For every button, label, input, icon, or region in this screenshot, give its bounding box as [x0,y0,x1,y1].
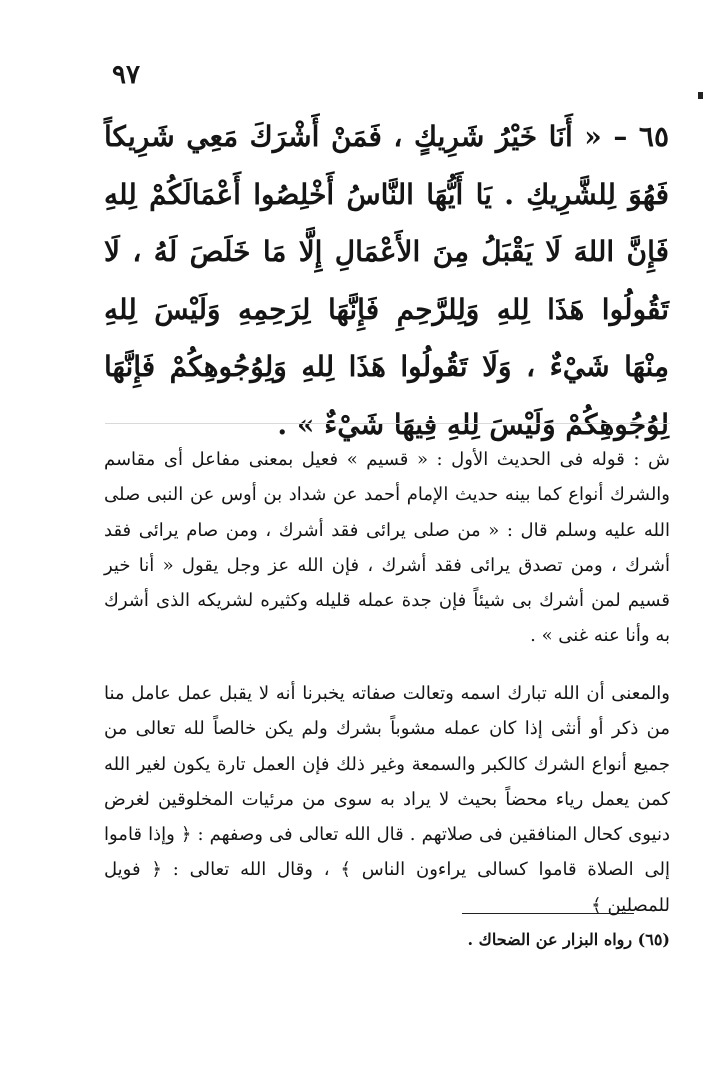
section-divider [105,423,670,424]
page-number: ٩٧ [112,60,140,90]
meaning-paragraph: والمعنى أن الله تبارك اسمه وتعالت صفاته يخبرنا أنه لا يقبل عمل عامل منا من ذكر أو أنثى إذا كان عمله مشوباً بشرك ولم يكن خالصاً لله تعالى من جميع أنواع الشرك كالكبر والسمعة وغير ذلك فإن العمل تارة يكون لغير الله كمن يعمل رياء محضاً بحيث لا يراد به سوى من مرئيات المخلوقين لغرض دنيوى كحال المنافقين فى صلاتهم . قال الله تعالى فى وصفهم : ﴿ وإذا قاموا إلى الصلاة قاموا كسالى يراءون الناس ﴾ ، وقال الله تعالى : ﴿ فويل للمصلين ﴾ [104,683,670,916]
scan-edge-mark [698,92,703,99]
footnote: (٦٥) رواه البزار عن الضحاك . [467,930,670,949]
hadith-text: ٦٥ – « أَنَا خَيْرُ شَرِيكٍ ، فَمَنْ أَشْرَكَ مَعِي شَرِيكاً فَهُوَ لِلشَّرِيكِ . يَا أَيُّهَا النَّاسُ أَخْلِصُوا أَعْمَالَكُمْ لِلهِ فَإِنَّ اللهَ لَا يَقْبَلُ مِنَ الأَعْمَالِ إِلَّا مَا خَلَصَ لَهُ ، لَا تَقُولُوا هَذَا لِلهِ وَلِلرَّحِمِ فَإِنَّهَا لِرَحِمِهِ وَلَيْسَ لِلهِ مِنْهَا شَيْءٌ ، وَلَا تَقُولُوا هَذَا لِلهِ وَلِوُجُوهِكُمْ فَإِنَّهَا لِوُجُوهِكُمْ وَلَيْسَ لِلهِ فِيهَا شَيْءٌ » . [104,120,669,441]
footnote-rule [462,913,634,914]
commentary-paragraph: ش : قوله فى الحديث الأول : « قسيم » فعيل بمعنى مفاعل أى مقاسم والشرك أنواع كما بينه حديث الإمام أحمد عن شداد بن أوس عن النبى صلى الله عليه وسلم قال : « من صلى يرائى فقد أشرك ، ومن صام يرائى فقد أشرك ، ومن تصدق يرائى فقد أشرك ، فإن الله عز وجل يقول « أنا خير قسيم لمن أشرك بى شيئاً فإن جدة عمله قليله وكثيره لشريكه الذى أشرك به وأنا عنه غنى » . [104,449,671,647]
